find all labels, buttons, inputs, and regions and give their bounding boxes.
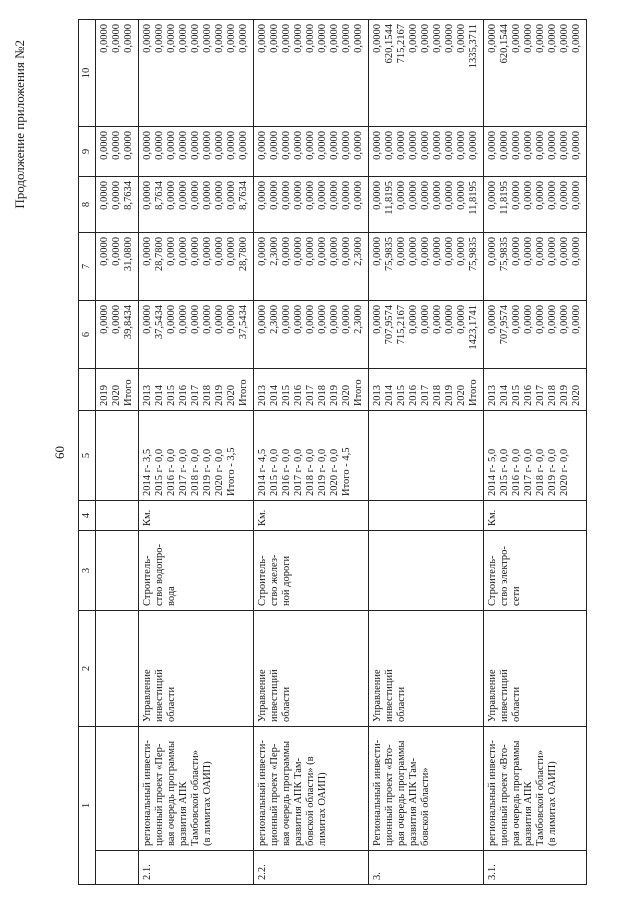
cell-executor: Управление инвестиций области — [484, 611, 587, 727]
column-header-10: 10 — [79, 20, 96, 127]
cell-name: Региональный инвести- ционный проект «Вто- рая очередь программы развития АПК Там- бовской области» — [369, 727, 484, 851]
cell-num: 3. — [369, 851, 484, 885]
cell-years: 2019 2020 Итого — [96, 369, 139, 411]
cell-col7: 0,0000 2,3000 0,0000 0,0000 0,0000 0,0000 0,0000 0,0000 2,3000 — [254, 233, 369, 301]
cell-col6: 0,0000 707,9574 715,2167 0,0000 0,0000 0,0000 0,0000 0,0000 1423,1741 — [369, 301, 484, 369]
cell-col6: 0,0000 707,9574 0,0000 0,0000 0,0000 0,0000 0,0000 0,0000 — [484, 301, 587, 369]
cell-unit — [369, 501, 484, 531]
continuation-row — [96, 20, 139, 885]
cell-num: 2.1. — [139, 851, 254, 885]
cell-col6: 0,0000 0,0000 39,8434 — [96, 301, 139, 369]
cell-executor: Управление инвестиций области — [139, 611, 254, 727]
cell-indicator: 2014 г- 4,5 2015 г- 0,0 2016 г- 0,0 2017 г- 0,0 2018 г- 0,0 2019 г- 0,0 2020 г- 0,0 Итого - 4,5 — [254, 411, 369, 501]
column-header-2: 2 — [79, 611, 96, 727]
cell-event — [96, 531, 139, 611]
cell-col7: 0,0000 75,9835 0,0000 0,0000 0,0000 0,0000 0,0000 0,0000 — [484, 233, 587, 301]
cell-unit: Км. — [254, 501, 369, 531]
cell-name: региональный инвести- ционный проект «Вто- рая очередь программы развития АПК Тамбовской области» (в лимитах ОАИП) — [484, 727, 587, 851]
cell-years: 2013 2014 2015 2016 2017 2018 2019 2020 Итого — [254, 369, 369, 411]
cell-indicator — [96, 411, 139, 501]
cell-col8: 0,0000 11,8195 0,0000 0,0000 0,0000 0,0000 0,0000 0,0000 11,8195 — [369, 177, 484, 233]
cell-event: Строитель- ство водопро- вода — [139, 531, 254, 611]
column-header-5: 5 — [79, 411, 96, 501]
table-row — [484, 20, 587, 885]
cell-col7: 0,0000 75,9835 0,0000 0,0000 0,0000 0,0000 0,0000 0,0000 75,9835 — [369, 233, 484, 301]
cell-col7: 0,0000 0,0000 31,0800 — [96, 233, 139, 301]
cell-col10: 0,0000 620,1544 715,2167 0,0000 0,0000 0,0000 0,0000 0,0000 1335,3711 — [369, 20, 484, 127]
data-table — [78, 19, 587, 885]
table-row — [139, 20, 254, 885]
appendix-title: Продолжение приложения №2 — [12, 40, 27, 209]
cell-unit — [96, 501, 139, 531]
cell-col8: 0,0000 8,7634 0,0000 0,0000 0,0000 0,0000 0,0000 0,0000 8,7634 — [139, 177, 254, 233]
cell-executor: Управление инвестиций области — [369, 611, 484, 727]
header-row — [79, 20, 96, 885]
cell-unit: Км. — [139, 501, 254, 531]
column-header-6: 6 — [79, 301, 96, 369]
column-header-3: 3 — [79, 531, 96, 611]
cell-num: 2.2. — [254, 851, 369, 885]
cell-indicator — [369, 411, 484, 501]
cell-col10: 0,0000 0,0000 0,0000 0,0000 0,0000 0,0000 0,0000 0,0000 0,0000 — [139, 20, 254, 127]
cell-col9: 0,0000 0,0000 0,0000 0,0000 0,0000 0,0000 0,0000 0,0000 0,0000 — [139, 127, 254, 177]
cell-num — [96, 851, 139, 885]
column-header-8: 8 — [79, 177, 96, 233]
cell-name: региональный инвести- ционный проект «Пер- вая очередь программы развития АПК Там- бовской области» (в лимитах ОАИП) — [254, 727, 369, 851]
cell-num: 3.1. — [484, 851, 587, 885]
cell-years: 2013 2014 2015 2016 2017 2018 2019 2020 — [484, 369, 587, 411]
cell-col9: 0,0000 0,0000 0,0000 — [96, 127, 139, 177]
cell-name — [96, 727, 139, 851]
column-header-4: 4 — [79, 501, 96, 531]
cell-col8: 0,0000 0,0000 8,7634 — [96, 177, 139, 233]
cell-event: Строитель- ство желез- ной дороги — [254, 531, 369, 611]
cell-col10: 0,0000 0,0000 0,0000 0,0000 0,0000 0,0000 0,0000 0,0000 0,0000 — [254, 20, 369, 127]
page-number: 60 — [52, 446, 67, 459]
cell-col8: 0,0000 11,8195 0,0000 0,0000 0,0000 0,0000 0,0000 0,0000 — [484, 177, 587, 233]
cell-indicator: 2014 г- 3,5 2015 г- 0,0 2016 г- 0,0 2017 г- 0,0 2018 г- 0,0 2019 г- 0,0 2020 г- 0,0 Итого - 3,5 — [139, 411, 254, 501]
column-header-6-years — [79, 369, 96, 411]
cell-col10: 0,0000 620,1544 0,0000 0,0000 0,0000 0,0000 0,0000 0,0000 — [484, 20, 587, 127]
cell-event — [369, 531, 484, 611]
cell-col9: 0,0000 0,0000 0,0000 0,0000 0,0000 0,0000 0,0000 0,0000 0,0000 — [254, 127, 369, 177]
cell-executor — [96, 611, 139, 727]
cell-name: региональный инвести- ционный проект «Пер- вая очередь программы развития АПК Тамбовской области» (в лимитах ОАИП) — [139, 727, 254, 851]
cell-col9: 0,0000 0,0000 0,0000 0,0000 0,0000 0,0000 0,0000 0,0000 — [484, 127, 587, 177]
cell-executor: Управление инвестиций области — [254, 611, 369, 727]
cell-event: Строитель- ство электро- сети — [484, 531, 587, 611]
column-header-7: 7 — [79, 233, 96, 301]
table-row — [254, 20, 369, 885]
cell-years: 2013 2014 2015 2016 2017 2018 2019 2020 Итого — [369, 369, 484, 411]
cell-col6: 0,0000 2,3000 0,0000 0,0000 0,0000 0,0000 0,0000 0,0000 2,3000 — [254, 301, 369, 369]
cell-col8: 0,0000 0,0000 0,0000 0,0000 0,0000 0,0000 0,0000 0,0000 0,0000 — [254, 177, 369, 233]
cell-col10: 0,0000 0,0000 0,0000 — [96, 20, 139, 127]
table-row — [369, 20, 484, 885]
column-header-1: 1 — [79, 727, 96, 885]
cell-col9: 0,0000 0,0000 0,0000 0,0000 0,0000 0,0000 0,0000 0,0000 0,0000 — [369, 127, 484, 177]
cell-indicator: 2014 г- 5,0 2015 г- 0,0 2016 г- 0,0 2017 г- 0,0 2018 г- 0,0 2019 г- 0,0 2020 г- 0,0 — [484, 411, 587, 501]
column-header-9: 9 — [79, 127, 96, 177]
cell-years: 2013 2014 2015 2016 2017 2018 2019 2020 Итого — [139, 369, 254, 411]
cell-col6: 0,0000 37,5434 0,0000 0,0000 0,0000 0,0000 0,0000 0,0000 37,5434 — [139, 301, 254, 369]
cell-col7: 0,0000 28,7800 0,0000 0,0000 0,0000 0,0000 0,0000 0,0000 28,7800 — [139, 233, 254, 301]
cell-unit: Км. — [484, 501, 587, 531]
